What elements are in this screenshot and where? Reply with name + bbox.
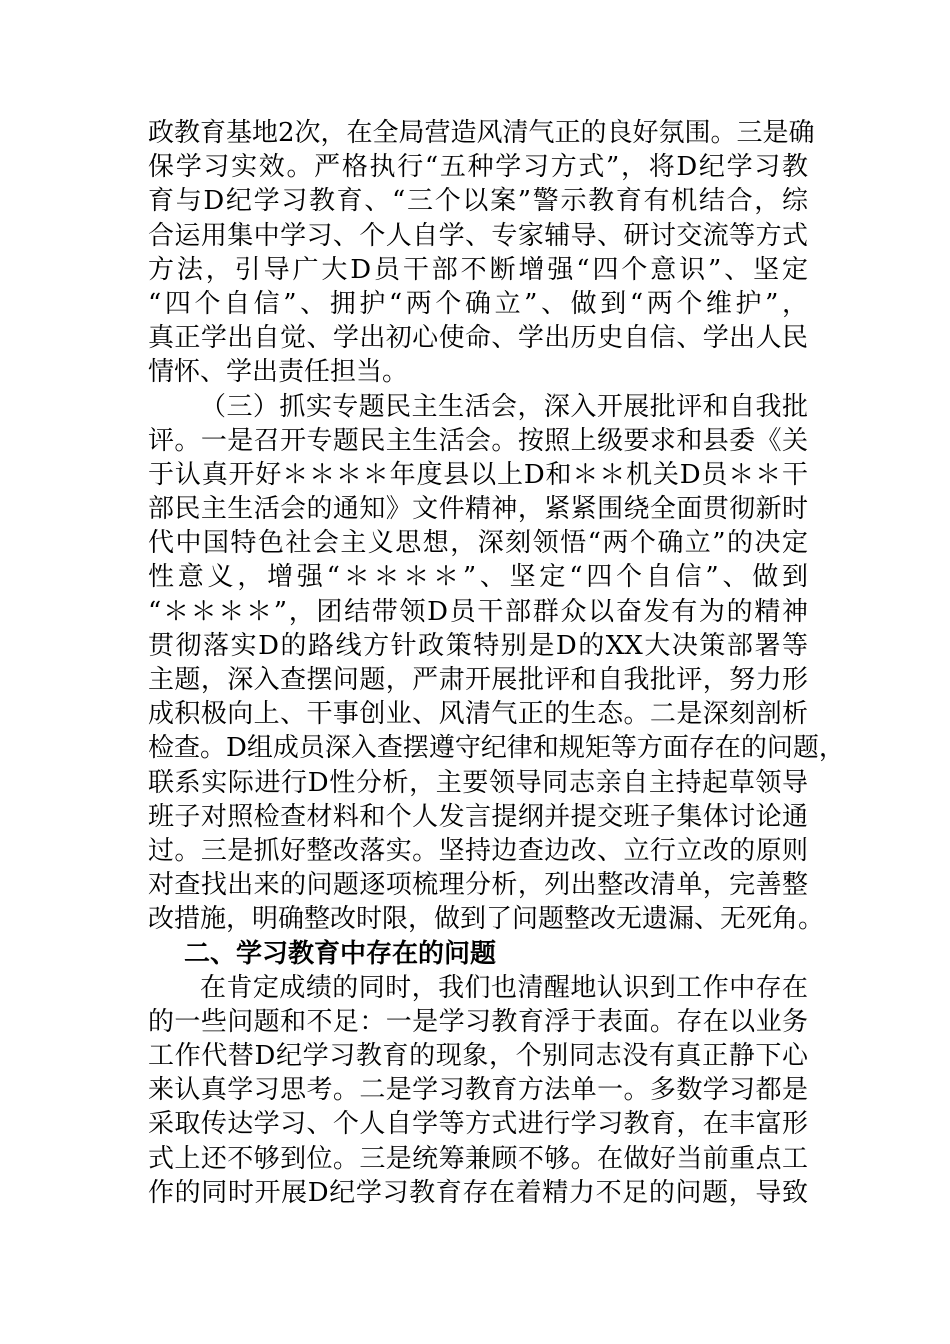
text-line: 于认真开好＊＊＊＊年度县以上D和＊＊机关D员＊＊干 bbox=[148, 459, 808, 490]
text-line: 式上还不够到位。三是统筹兼顾不够。在做好当前重点工 bbox=[148, 1143, 808, 1174]
text-line: 方法，引导广大D员干部不断增强“四个意识”、坚定 bbox=[148, 254, 808, 285]
text-line: 主题，深入查摆问题，严肃开展批评和自我批评，努力形 bbox=[148, 665, 808, 695]
text-line: 对查找出来的问题逐项梳理分析，列出整改清单，完善整 bbox=[148, 870, 808, 901]
text-line: 在肯定成绩的同时，我们也清醒地认识到工作中存在 bbox=[200, 972, 808, 1003]
text-line: 成积极向上、干事创业、风清气正的生态。二是深刻剖析 bbox=[148, 699, 808, 730]
text-line: 育与D纪学习教育、“三个以案”警示教育有机结合，综 bbox=[148, 186, 808, 217]
text-line: 采取传达学习、个人自学等方式进行学习教育，在丰富形 bbox=[148, 1109, 808, 1140]
text-line: 性意义，增强“＊＊＊＊”、坚定“四个自信”、做到 bbox=[148, 562, 808, 593]
text-line: 联系实际进行D性分析，主要领导同志亲自主持起草领导 bbox=[148, 767, 808, 798]
paragraph-1 bbox=[148, 116, 815, 390]
text-line: 真正学出自觉、学出初心使命、学出历史自信、学出人民 bbox=[148, 323, 808, 354]
text-line: 评。一是召开专题民主生活会。按照上级要求和县委《关 bbox=[148, 425, 808, 456]
text-line: 班子对照检查材料和个人发言提纲并提交班子集体讨论通 bbox=[148, 801, 808, 832]
text-line: 过。三是抓好整改落实。坚持边查边改、立行立改的原则 bbox=[148, 835, 808, 866]
text-line: 政教育基地2次，在全局营造风清气正的良好氛围。三是确 bbox=[148, 118, 815, 148]
text-line: 工作代替D纪学习教育的现象，个别同志没有真正静下心 bbox=[148, 1041, 808, 1072]
text-line: 保学习实效。严格执行“五种学习方式”，将D纪学习教 bbox=[148, 152, 808, 183]
text-line: 的一些问题和不足：一是学习教育浮于表面。存在以业务 bbox=[148, 1006, 808, 1037]
text-line: 来认真学习思考。二是学习教育方法单一。多数学习都是 bbox=[148, 1075, 808, 1106]
text-line: “四个自信”、拥护“两个确立”、做到“两个维护”， bbox=[148, 288, 808, 319]
paragraph-3 bbox=[148, 971, 808, 1210]
text-line: 贯彻落实D的路线方针政策特别是D的XX大决策部署等 bbox=[148, 630, 808, 661]
text-line: 代中国特色社会主义思想，深刻领悟“两个确立”的决定 bbox=[148, 528, 808, 559]
text-line: 改措施，明确整改时限，做到了问题整改无遗漏、无死角。 bbox=[148, 904, 825, 935]
paragraph-2 bbox=[148, 390, 845, 937]
text-line: “＊＊＊＊”，团结带领D员干部群众以奋发有为的精神 bbox=[148, 596, 808, 627]
text-line: （三）抓实专题民主生活会，深入开展批评和自我批 bbox=[200, 391, 808, 422]
text-line: 情怀、学出责任担当。 bbox=[148, 357, 409, 388]
section-heading: 二、学习教育中存在的问题 bbox=[184, 938, 497, 969]
text-line: 部民主生活会的通知》文件精神，紧紧围绕全面贯彻新时 bbox=[148, 494, 808, 525]
document-page bbox=[148, 116, 845, 1210]
text-line: 合运用集中学习、个人自学、专家辅导、研讨交流等方式 bbox=[148, 220, 808, 251]
text-line: 作的同时开展D纪学习教育存在着精力不足的问题，导致 bbox=[148, 1177, 808, 1208]
text-line: 检查。D组成员深入查摆遵守纪律和规矩等方面存在的问题， bbox=[148, 733, 845, 764]
